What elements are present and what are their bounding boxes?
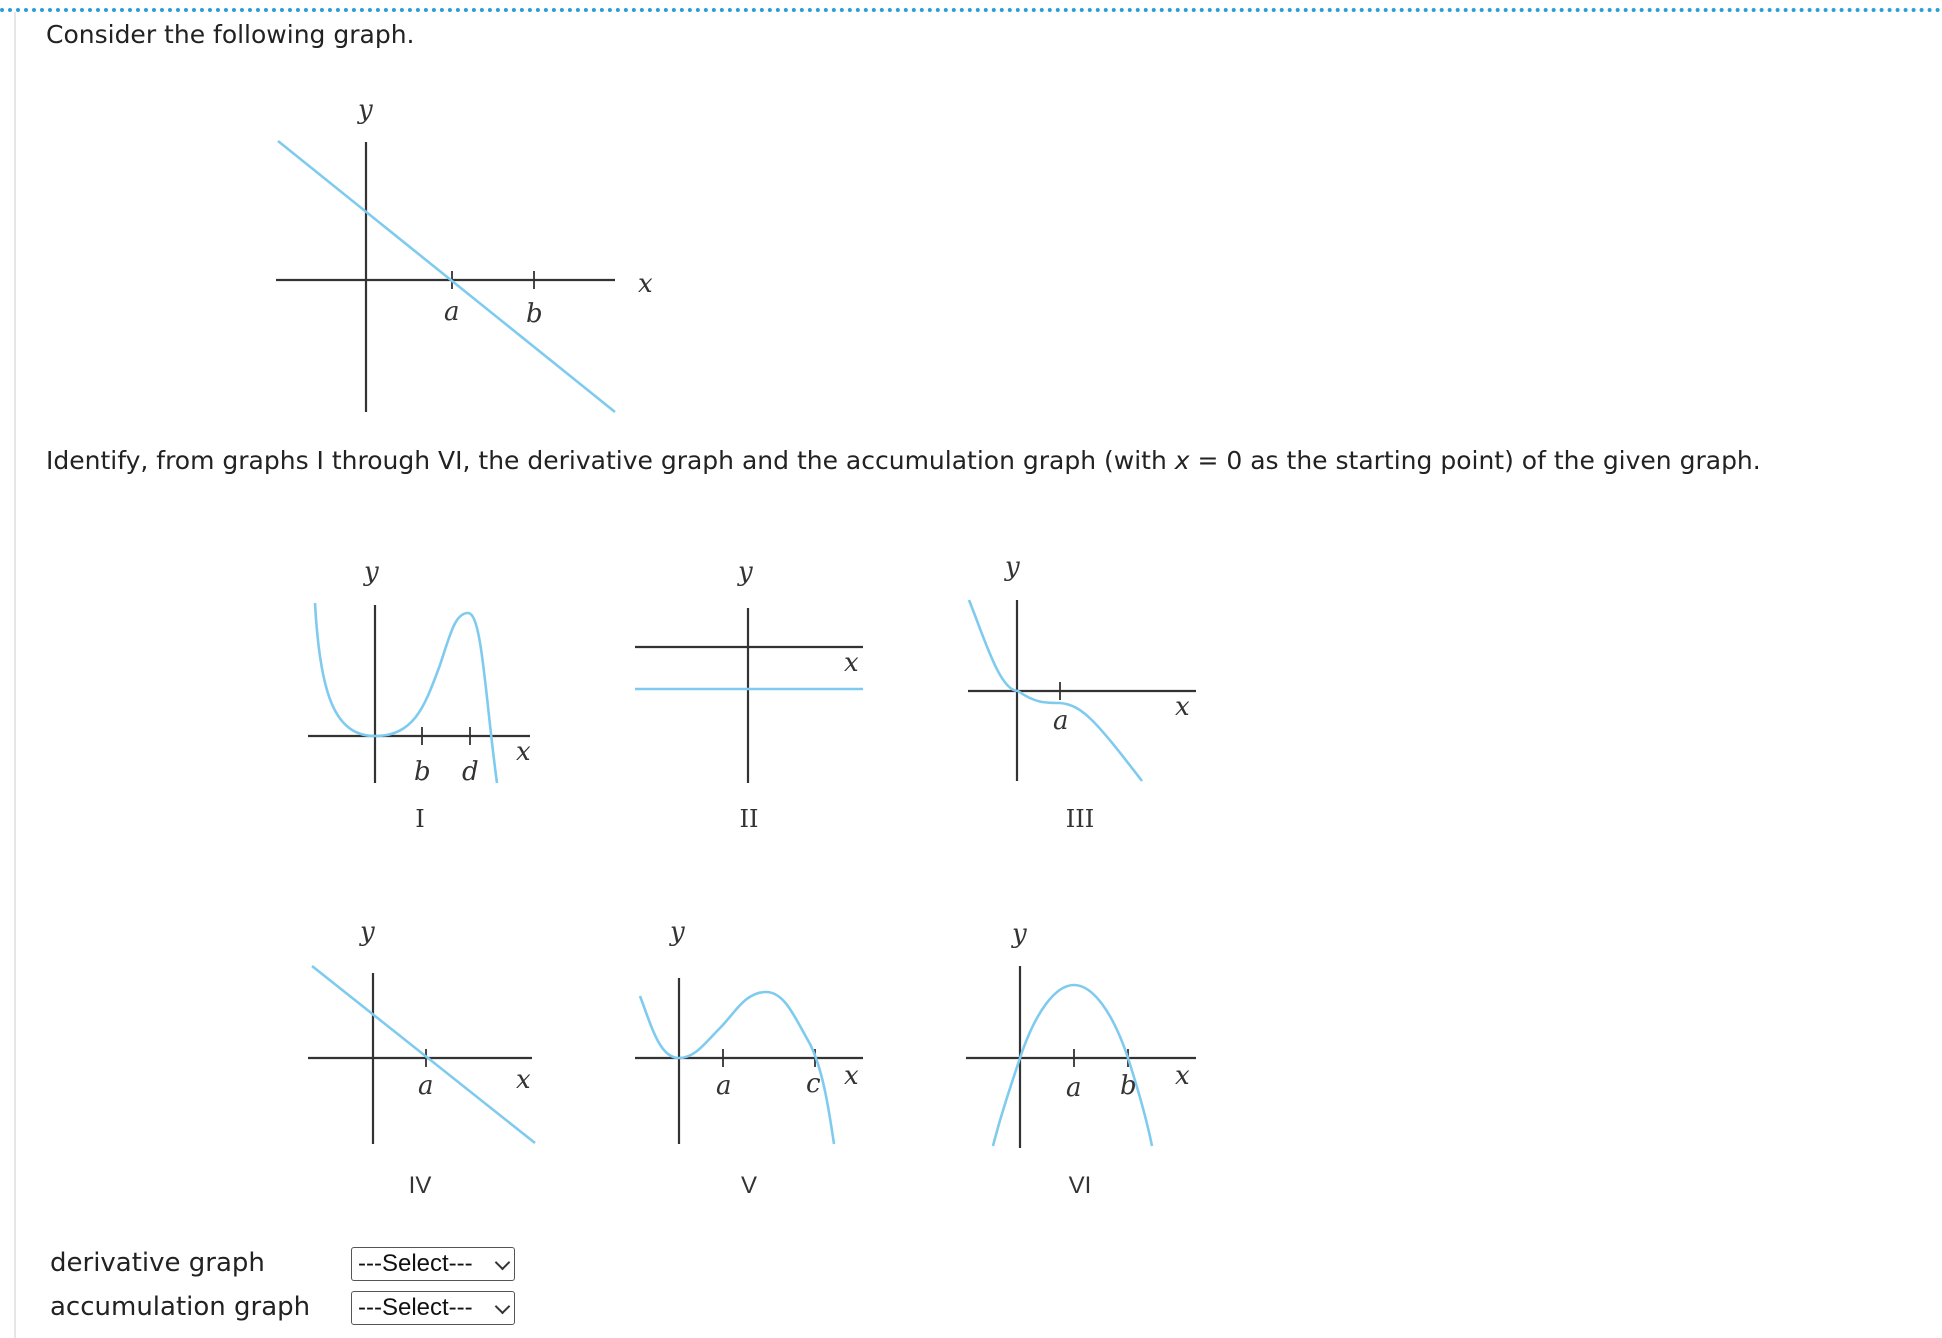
main-graph (270, 90, 670, 430)
question-prompt: Consider the following graph. (46, 20, 415, 49)
graph-V (630, 918, 890, 1208)
derivative-graph-select[interactable] (351, 1247, 515, 1281)
graph-VI-tick-label-a: a (1066, 1073, 1082, 1103)
graph-V-curve (640, 992, 834, 1144)
graph-I-x-label: x (516, 737, 531, 767)
main-graph-y-label: y (358, 95, 373, 125)
graph-I-tick-label-d: d (462, 757, 479, 787)
graph-III-y-label: y (1005, 552, 1020, 582)
chevron-down-icon (495, 1299, 511, 1315)
question-top-border (0, 8, 1942, 12)
graph-IV-x-label: x (516, 1065, 531, 1095)
graph-III (960, 552, 1220, 845)
graph-I-y-label: y (364, 557, 379, 587)
main-graph-tick-label-a: a (444, 297, 460, 327)
graph-II-y-label: y (738, 557, 753, 587)
graph-VI-label: VI (1068, 1172, 1092, 1199)
graph-IV-curve (312, 966, 535, 1143)
graph-V-label: V (740, 1172, 758, 1199)
graph-V-y-label: y (670, 917, 685, 947)
graph-V-tick-label-a: a (716, 1071, 732, 1101)
graph-IV (300, 918, 560, 1208)
question-left-rule (14, 12, 16, 1338)
graph-II (630, 555, 890, 845)
graph-III-x-label: x (1175, 692, 1190, 722)
instruction-text-end: = 0 as the starting point) of the given graph. (1189, 446, 1761, 475)
question-instructions (46, 446, 1761, 475)
graph-V-tick-label-c: c (806, 1069, 821, 1099)
graph-III-tick-label-a: a (1053, 706, 1069, 736)
main-graph-curve (278, 141, 615, 412)
accumulation-graph-select-value: ---Select--- (358, 1294, 473, 1321)
graph-IV-tick-label-a: a (418, 1071, 434, 1101)
graph-V-x-label: x (844, 1061, 859, 1091)
graph-VI-x-label: x (1175, 1061, 1190, 1091)
graph-I-curve (315, 603, 497, 783)
graph-VI-tick-label-b: b (1120, 1071, 1137, 1101)
instruction-text-start: Identify, from graphs I through VI, the derivative graph and the accumulation graph (with (46, 446, 1175, 475)
graph-II-x-label: x (844, 648, 859, 678)
derivative-graph-label: derivative graph (50, 1248, 265, 1278)
graph-I-tick-label-b: b (414, 757, 431, 787)
graph-IV-label: IV (408, 1172, 432, 1199)
accumulation-graph-select[interactable] (351, 1291, 515, 1325)
accumulation-graph-label: accumulation graph (50, 1292, 311, 1322)
graph-VI (960, 918, 1220, 1208)
instruction-variable: x (1174, 446, 1190, 475)
main-graph-tick-label-b: b (526, 299, 543, 329)
derivative-graph-select-value: ---Select--- (358, 1250, 473, 1277)
graph-I (300, 555, 560, 845)
graph-VI-y-label: y (1012, 919, 1027, 949)
graph-III-label: III (1065, 805, 1095, 833)
main-graph-x-label: x (638, 269, 653, 299)
graph-IV-y-label: y (360, 917, 375, 947)
graph-II-label: II (739, 805, 759, 833)
graph-I-label: I (415, 805, 425, 833)
chevron-down-icon (495, 1255, 511, 1271)
